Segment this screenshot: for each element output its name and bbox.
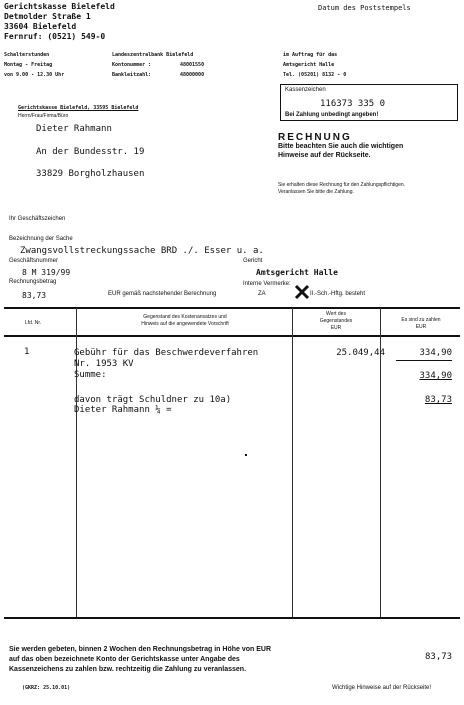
row-sum-label: Summe:	[74, 370, 107, 380]
bank-account-label: Kontonummer :	[112, 62, 152, 68]
col-header-value-2: Gegenstandes	[319, 318, 353, 324]
footer-line-1: Sie werden gebeten, binnen 2 Wochen den Rechnungsbetrag in Höhe von EUR	[9, 646, 272, 653]
matter-value: Zwangsvollstreckungssache BRD ./. Esser u. a.	[20, 246, 264, 256]
file-no-value: 8 M 319/99	[22, 268, 71, 277]
za-note: II.-Sch.-Hftg. besteht	[310, 291, 366, 297]
postmark-label: Datum des Poststempels	[318, 4, 411, 12]
bank-account-value: 48001550	[180, 62, 205, 68]
court-phone: Fernruf: (0521) 549-0	[4, 32, 106, 41]
hours-label: Schalterstunden	[4, 52, 50, 58]
file-no-label: Geschäftsnummer	[9, 258, 59, 264]
footer-line-2: auf das oben bezeichnete Konto der Gerichtskasse unter Angabe des	[9, 656, 240, 663]
kassenzeichen-note: Bei Zahlung unbedingt angeben!	[285, 112, 379, 118]
col-header-lfd: Lfd. Nr.	[25, 320, 42, 326]
sender-line: Gerichtskasse Bielefeld, 33595 Bielefeld	[18, 105, 139, 111]
bank-blz-label: Bankleitzahl:	[112, 72, 152, 78]
table-col-divider-2	[292, 308, 293, 618]
row-share-line-1: davon trägt Schuldner zu 10a)	[74, 395, 232, 405]
col-header-value-1: Wert des	[326, 311, 346, 317]
kassenzeichen-label: Kassenzeichen	[285, 87, 326, 93]
footer-line-3: Kassenzeichens zu zahlen bzw. rechtzeitig die Zahlung zu veranlassen.	[9, 666, 247, 673]
row-value: 25.049,44	[336, 348, 385, 358]
mandate-line1: im Auftrag für das	[283, 52, 338, 58]
row-number: 1	[24, 347, 30, 357]
col-header-desc-2: Hinweis auf die angewendete Vorschrift	[141, 321, 229, 327]
hours-days: Montag - Freitag	[4, 62, 53, 68]
due-underline-1	[396, 360, 452, 361]
table-header-rule	[4, 335, 460, 337]
salutation-label: Herrn/Frau/Firma/Büro	[18, 113, 69, 119]
table-top-rule	[4, 307, 460, 309]
col-header-desc-1: Gegenstand des Kostenansatzes und	[143, 314, 227, 320]
footer-amount: 83,73	[425, 652, 453, 662]
bank-blz-value: 48000000	[180, 72, 205, 78]
row-share-due: 83,73	[424, 395, 452, 405]
amount-value: 83,73	[22, 291, 47, 300]
form-code: (GKRZ: 25.10.01)	[22, 685, 71, 691]
court-street: Detmolder Straße 1	[4, 12, 91, 21]
cross-mark-icon	[294, 284, 310, 300]
row-desc-line-2: Nr. 1953 KV	[74, 359, 134, 369]
row-due: 334,90	[419, 348, 452, 358]
table-bottom-rule	[4, 617, 460, 619]
speck-mark	[245, 454, 247, 456]
kassenzeichen-value: 116373 335 0	[320, 99, 386, 109]
mandate-phone: Tel. (05201) 8132 - 0	[283, 72, 347, 78]
invoice-note-2: Veranlassen Sie bitte die Zahlung.	[278, 189, 354, 195]
invoice-title: RECHNUNG	[278, 132, 352, 143]
bank-name: Landeszentralbank Bielefeld	[112, 52, 194, 58]
col-header-due-2: EUR	[415, 324, 427, 330]
row-share-line-2: Dieter Rahmann ¼ =	[74, 405, 172, 415]
za-code: ZA	[258, 291, 266, 297]
matter-label: Bezeichnung der Sache	[9, 236, 73, 242]
recipient-city: 33829 Borgholzhausen	[36, 169, 145, 179]
back-note: Wichtige Hinweise auf der Rückseite!	[332, 685, 432, 691]
amount-label: Rechnungsbetrag	[9, 279, 57, 285]
internal-notes-label: Interne Vermerke:	[243, 281, 291, 287]
recipient-name: Dieter Rahmann	[36, 124, 112, 134]
row-sum-due: 334,90	[419, 371, 452, 381]
recipient-street: An der Bundesstr. 19	[36, 147, 145, 157]
court-value: Amtsgericht Halle	[256, 268, 338, 277]
invoice-note-1: Sie erhalten diese Rechnung für den Zahlungspflichtigen.	[278, 182, 406, 188]
row-desc-line-1: Gebühr für das Beschwerdeverfahren	[74, 348, 259, 358]
invoice-subtitle-1: Bitte beachten Sie auch die wichtigen	[278, 143, 404, 150]
court-city: 33604 Bielefeld	[4, 22, 77, 31]
court-label: Gericht	[243, 258, 263, 264]
col-header-value-3: EUR	[330, 325, 342, 331]
your-ref-label: Ihr Geschäftszeichen	[9, 216, 66, 222]
court-name: Gerichtskasse Bielefeld	[4, 2, 115, 11]
invoice-subtitle-2: Hinweise auf der Rückseite.	[278, 152, 371, 159]
col-header-due-1: Es sind zu zahlen	[401, 317, 441, 323]
eur-note: EUR gemäß nachstehender Berechnung	[108, 291, 217, 297]
hours-times: von 9.00 - 12.30 Uhr	[4, 72, 65, 78]
mandate-line2: Amtsgericht Halle	[283, 62, 335, 68]
